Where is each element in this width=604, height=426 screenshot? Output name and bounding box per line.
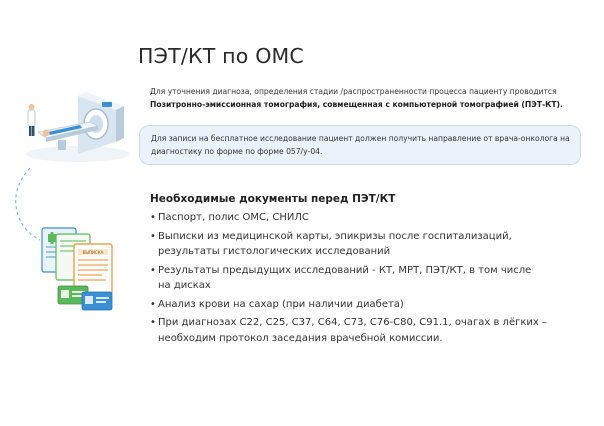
list-item-text: • Выписки из медицинской карты, эпикризы после госпитализаций, bbox=[158, 230, 512, 242]
list-item bbox=[150, 229, 590, 260]
list-item bbox=[150, 210, 590, 226]
note-line: Для записи на бесплатное исследование пациент должен получить направление от врача-онколога на bbox=[151, 134, 570, 143]
doc-stamp-label: ВЫПИСКА bbox=[82, 250, 104, 255]
list-item-text: на дисках bbox=[158, 280, 211, 291]
medical-documents-icon bbox=[38, 224, 124, 314]
note-line: диагностику по форме по форме 057/у-04. bbox=[151, 146, 323, 156]
required-documents-section bbox=[150, 193, 590, 349]
documents-list bbox=[150, 210, 590, 346]
intro-text bbox=[150, 86, 590, 111]
list-item-text: • Результаты предыдущих исследований - КТ, МРТ, ПЭТ/КТ, в том числе bbox=[158, 264, 532, 276]
list-item bbox=[150, 315, 590, 346]
intro-line: Для уточнения диагноза, определения стадии /распространенности процесса пациенту проводится bbox=[150, 87, 557, 96]
pet-ct-scanner-icon bbox=[20, 88, 132, 164]
page-title: ПЭТ/КТ по ОМС bbox=[138, 44, 304, 68]
list-item bbox=[150, 297, 590, 313]
list-item bbox=[150, 263, 590, 294]
list-item-text: необходим протокол заседания врачебной комиссии. bbox=[158, 332, 443, 344]
referral-note-box bbox=[139, 125, 581, 165]
intro-line-bold: Позитронно-эмиссионная томография, совмещенная с компьютерной томографией (ПЭТ-КТ). bbox=[150, 99, 563, 109]
list-item-text: • Анализ крови на сахар (при наличии диабета) bbox=[158, 298, 404, 310]
list-item-text: • При диагнозах С22, С25, С37, С64, С73, С76-С80, С91.1, очагах в лёгких – bbox=[158, 317, 547, 328]
list-item-text: результаты гистологических исследований bbox=[158, 246, 391, 257]
documents-heading: Необходимые документы перед ПЭТ/КТ bbox=[150, 193, 396, 205]
list-item-text: • Паспорт, полис ОМС, СНИЛС bbox=[158, 212, 309, 223]
